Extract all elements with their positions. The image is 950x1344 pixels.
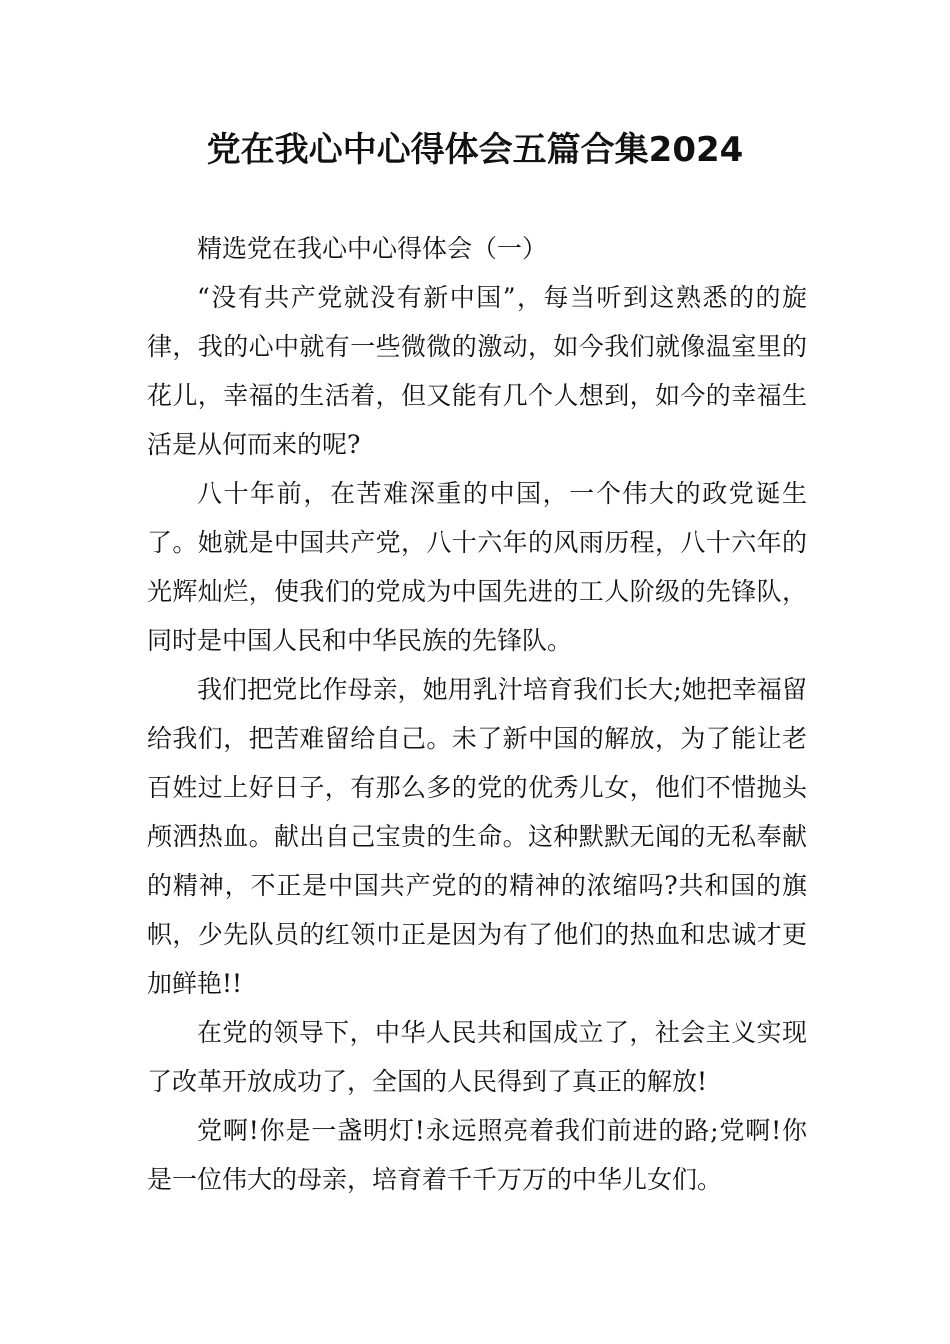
document-title: 党在我心中心得体会五篇合集2024 [206, 130, 744, 170]
paragraph: 我们把党比作母亲，她用乳汁培育我们长大;她把幸福留给我们，把苦难留给自己。未了新中国的解放，为了能让老百姓过上好日子，有那么多的党的优秀儿女，他们不惜抛头颅洒热血。献出自己宝贵的生命。这种默默无闻的无私奉献的精神，不正是中国共产党的的精神的浓缩吗?共和国的旗帜，少先队员的红领巾正是因为有了他们的热血和忠诚才更加鲜艳!! [147, 675, 807, 998]
paragraph: “没有共产党就没有新中国”，每当听到这熟悉的的旋律，我的心中就有一些微微的激动，如今我们就像温室里的花儿，幸福的生活着，但又能有几个人想到，如今的幸福生活是从何而来的呢? [147, 283, 807, 459]
document-body [147, 224, 807, 1204]
paragraph: 八十年前，在苦难深重的中国，一个伟大的政党诞生了。她就是中国共产党，八十六年的风雨历程，八十六年的光辉灿烂，使我们的党成为中国先进的工人阶级的先锋队，同时是中国人民和中华民族的先锋队。 [147, 479, 807, 655]
paragraph: 党啊!你是一盏明灯!永远照亮着我们前进的路;党啊!你是一位伟大的母亲，培育着千千万万的中华儿女们。 [147, 1116, 807, 1194]
paragraph: 在党的领导下，中华人民共和国成立了，社会主义实现了改革开放成功了，全国的人民得到了真正的解放! [147, 1018, 807, 1096]
section-subtitle: 精选党在我心中心得体会（一） [197, 234, 548, 263]
